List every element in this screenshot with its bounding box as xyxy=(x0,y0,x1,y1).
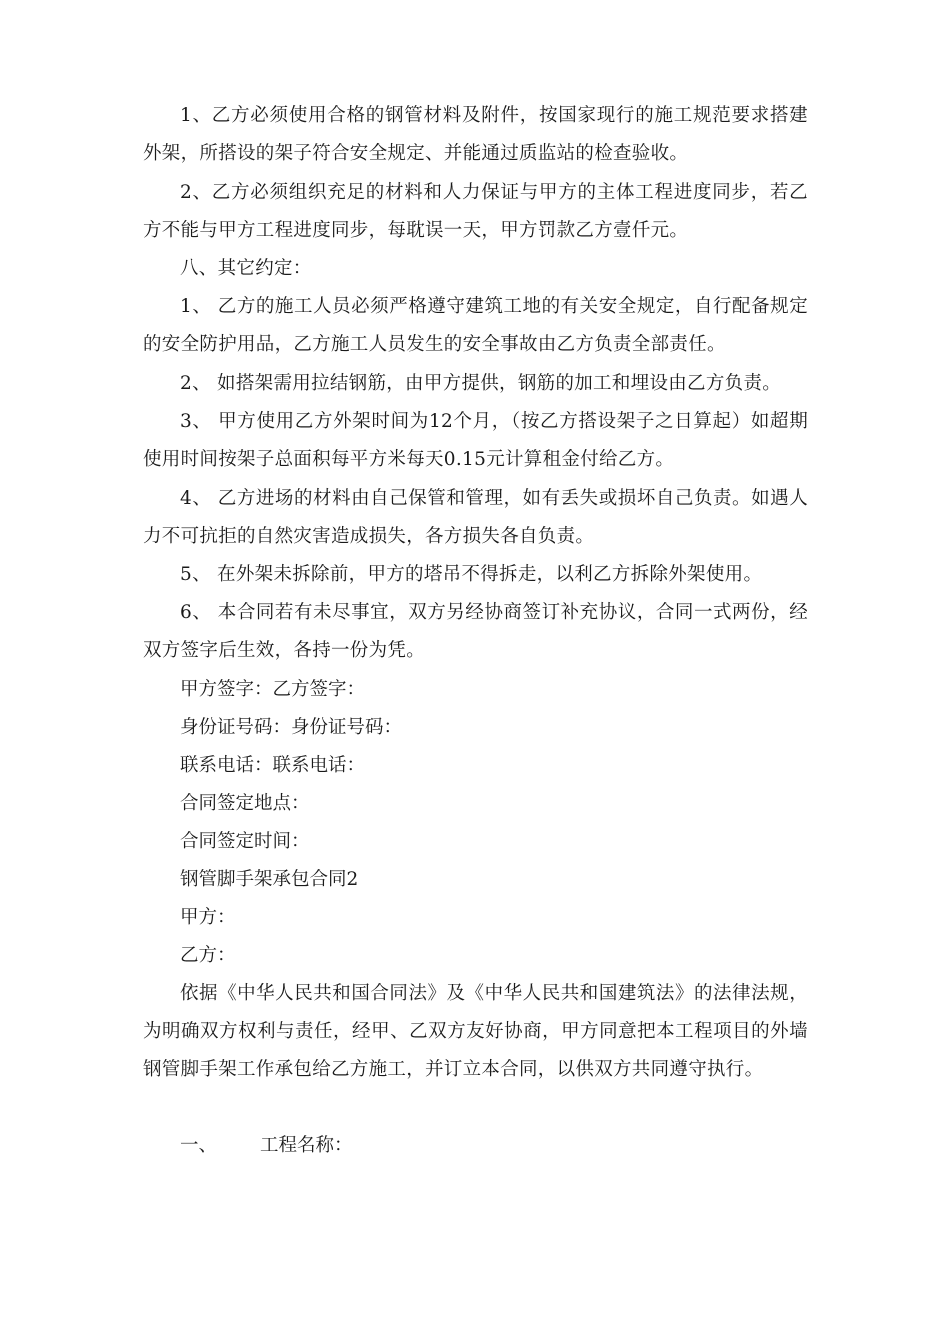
signing-time-line: 合同签定时间： xyxy=(180,831,310,852)
signing-place-line: 合同签定地点： xyxy=(180,793,310,814)
phone-line: 联系电话：联系电话： xyxy=(180,755,366,776)
clause-paragraph: 5、 在外架未拆除前，甲方的塔吊不得拆走，以利乙方拆除外架使用。 xyxy=(180,564,763,585)
signature-line: 甲方签字：乙方签字： xyxy=(180,679,366,700)
clause-paragraph: 4、 乙方进场的材料由自己保管和管理，如有丢失或损坏自己负责。如遇人力不可抗拒的自然灾害造成损失，各方损失各自负责。 xyxy=(143,488,808,547)
party-b-line: 乙方： xyxy=(180,945,236,966)
id-number-line: 身份证号码：身份证号码： xyxy=(180,717,403,738)
section-number: 一、 xyxy=(180,1135,218,1156)
clause-paragraph: 6、 本合同若有未尽事宜，双方另经协商签订补充协议，合同一式两份，经双方签字后生效，各持一份为凭。 xyxy=(143,602,808,661)
clause-paragraph: 1、乙方必须使用合格的钢管材料及附件，按国家现行的施工规范要求搭建外架，所搭设的架子符合安全规定、并能通过质监站的检查验收。 xyxy=(143,105,808,164)
clause-paragraph: 1、 乙方的施工人员必须严格遵守建筑工地的有关安全规定，自行配备规定的安全防护用品，乙方施工人员发生的安全事故由乙方负责全部责任。 xyxy=(143,296,808,355)
section-one-heading xyxy=(180,1127,353,1165)
clause-paragraph: 2、乙方必须组织充足的材料和人力保证与甲方的主体工程进度同步，若乙方不能与甲方工程进度同步，每耽误一天，甲方罚款乙方壹仟元。 xyxy=(143,182,808,241)
section-heading: 八、其它约定： xyxy=(180,258,312,279)
party-a-line: 甲方： xyxy=(180,907,236,928)
clause-paragraph: 3、 甲方使用乙方外架时间为12个月，（按乙方搭设架子之日算起）如超期 使用时间按架子总面积每平方米每天0.15元计算租金付给乙方。 xyxy=(143,411,808,470)
contract-title: 钢管脚手架承包合同2 xyxy=(180,869,359,890)
preamble-paragraph: 依据《中华人民共和国合同法》及《中华人民共和国建筑法》的法律法规，为明确双方权利与责任，经甲、乙双方友好协商，甲方同意把本工程项目的外墙钢管脚手架工作承包给乙方施工，并订立本合同，以供双方共同遵守执行。 xyxy=(143,983,808,1080)
clause-paragraph: 2、 如搭架需用拉结钢筋，由甲方提供，钢筋的加工和埋设由乙方负责。 xyxy=(180,373,782,394)
section-title: 工程名称： xyxy=(260,1135,353,1156)
